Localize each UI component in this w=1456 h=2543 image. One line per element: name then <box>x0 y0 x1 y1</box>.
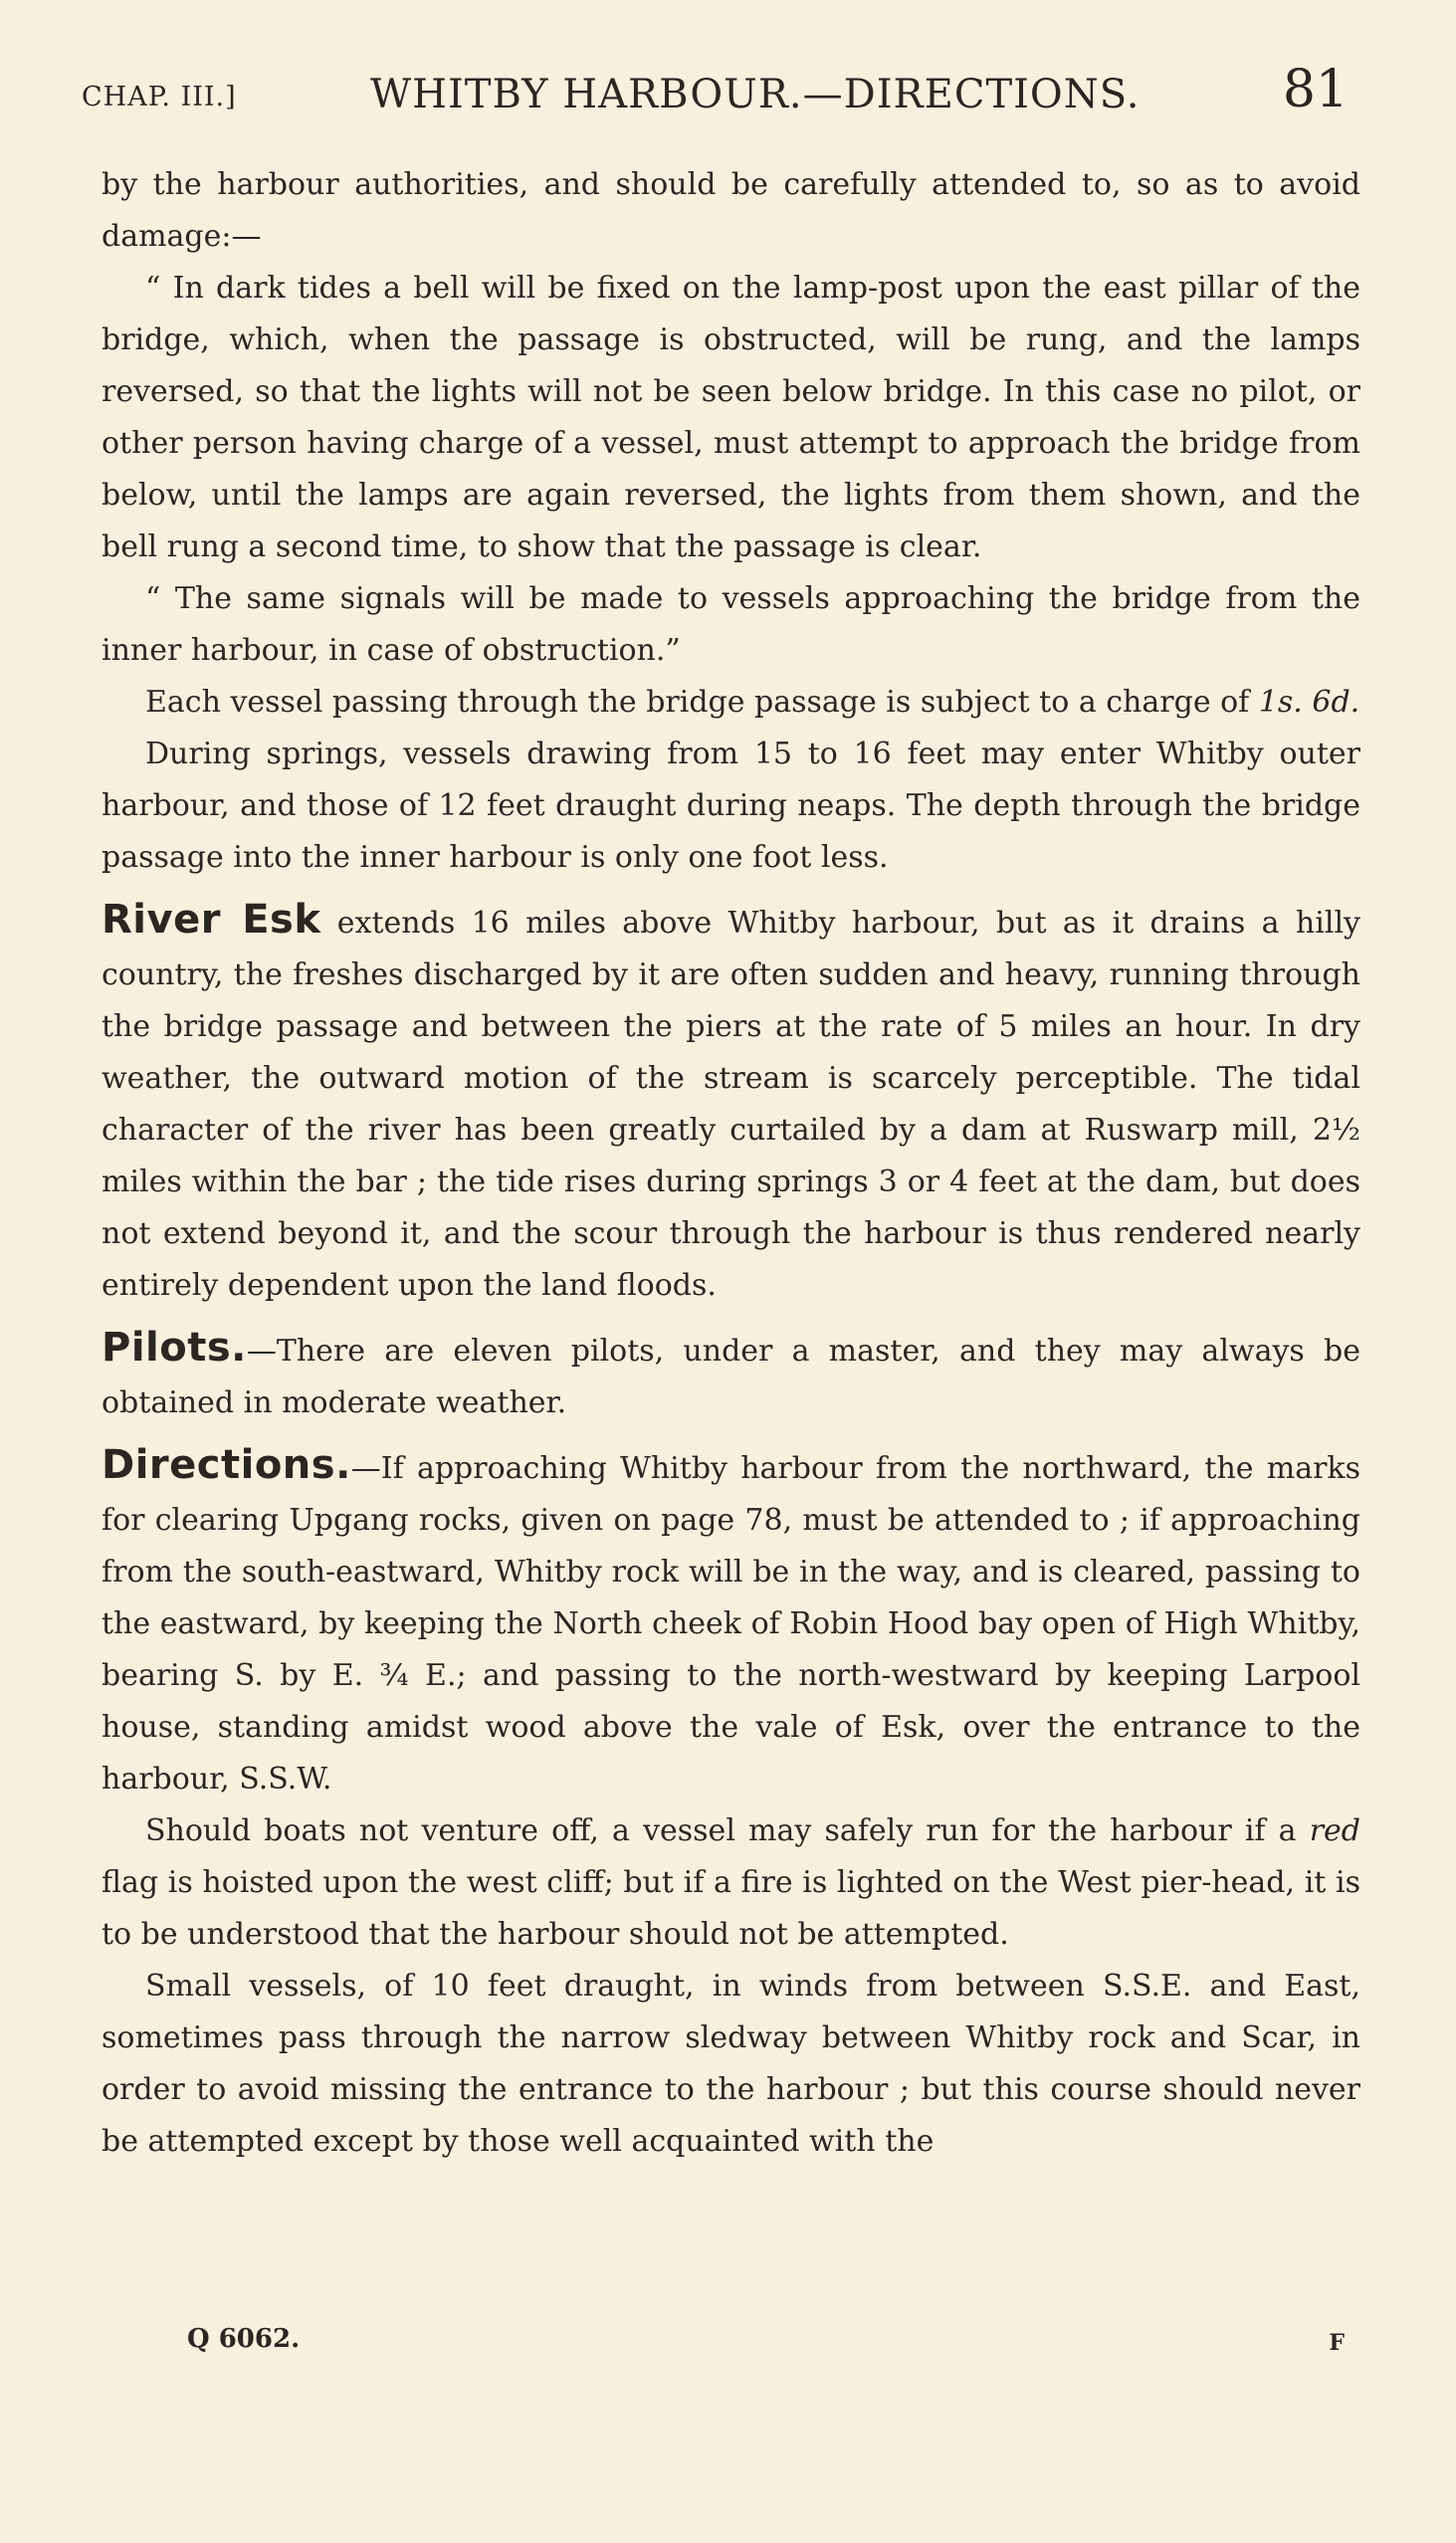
printer-signature: Q 6062. <box>187 2324 301 2354</box>
paragraph-2: “ In dark tides a bell will be fixed on the lamp-post upon the east pillar of the bridge, which, when the passage is obstructed, will be rung, and the lamps reversed, so that the lights will not be seen below bridge. In this case no pilot, or other person having charge of a vessel, must attempt to approach the bridge from below, until the lamps are again reversed, the lights from them shown, and the bell rung a second time, to show that the passage is clear. <box>102 271 1360 564</box>
running-title: WHITBY HARBOUR.—DIRECTIONS. <box>370 72 1141 117</box>
paragraph-4-text: Each vessel passing through the bridge passage is subject to a charge of <box>145 685 1259 720</box>
pilots-section <box>102 1322 1360 1429</box>
paragraph-10: Small vessels, of 10 feet draught, in winds from between S.S.E. and East, sometimes pass through the narrow sledway between Whitby rock and Scar, in order to avoid missing the entrance to the harbour ; but this course should never be attempted except by those well acquainted with the <box>102 1969 1360 2159</box>
running-header <box>82 58 1349 127</box>
paragraph-9-text-a: Should boats not venture off, a vessel may safely run for the harbour if a <box>145 1813 1310 1848</box>
paragraph-9 <box>102 1805 1360 1961</box>
paragraph-5: During springs, vessels drawing from 15 to 16 feet may enter Whitby outer harbour, and those of 12 feet draught during neaps. The depth through the bridge passage into the inner harbour is only one foot less. <box>102 737 1360 875</box>
page-number: 81 <box>1282 60 1349 119</box>
paragraph-3: “ The same signals will be made to vessels approaching the bridge from the inner harbour, in case of obstruction.” <box>102 581 1360 668</box>
directions-section <box>102 1439 1360 1805</box>
paragraph-1: by the harbour authorities, and should be carefully attended to, so as to avoid damage:— <box>102 167 1360 254</box>
charge-amount: 1s. 6d. <box>1258 685 1360 720</box>
river-esk-section <box>102 894 1360 1312</box>
pilots-text: —There are eleven pilots, under a master, and they may always be obtained in moderate weather. <box>102 1334 1360 1420</box>
paragraph-9-text-c: flag is hoisted upon the west cliff; but if a fire is lighted on the West pier-head, it is to be understood that the harbour should not be attempted. <box>102 1865 1360 1952</box>
gathering-mark: F <box>1329 2330 1345 2356</box>
chapter-label: CHAP. III.] <box>82 82 237 112</box>
river-esk-text: extends 16 miles above Whitby harbour, but as it drains a hilly country, the freshes discharged by it are often sudden and heavy, running through the bridge passage and between the piers at the rate of 5 miles an hour. In dry weather, the outward motion of the stream is scarcely perceptible. The tidal character of the river has been greatly curtailed by a dam at Ruswarp mill, 2½ miles within the bar ; the tide rises during springs 3 or 4 feet at the dam, but does not extend beyond it, and the scour through the harbour is thus rendered nearly entirely dependent upon the land floods. <box>102 906 1360 1303</box>
page-body <box>102 159 1360 2168</box>
pilots-heading: Pilots. <box>102 1325 247 1371</box>
directions-heading: Directions. <box>102 1442 351 1488</box>
paragraph-4 <box>102 677 1360 729</box>
directions-text: —If approaching Whitby harbour from the northward, the marks for clearing Upgang rocks, given on page 78, must be attended to ; if approaching from the south-eastward, Whitby rock will be in the way, and is cleared, passing to the eastward, by keeping the North cheek of Robin Hood bay open of High Whitby, bearing S. by E. ¾ E.; and passing to the north-westward by keeping Larpool house, standing amidst wood above the vale of Esk, over the entrance to the harbour, S.S.W. <box>102 1451 1360 1797</box>
river-esk-heading: River Esk <box>102 897 321 943</box>
red-flag-word: red <box>1309 1813 1360 1848</box>
